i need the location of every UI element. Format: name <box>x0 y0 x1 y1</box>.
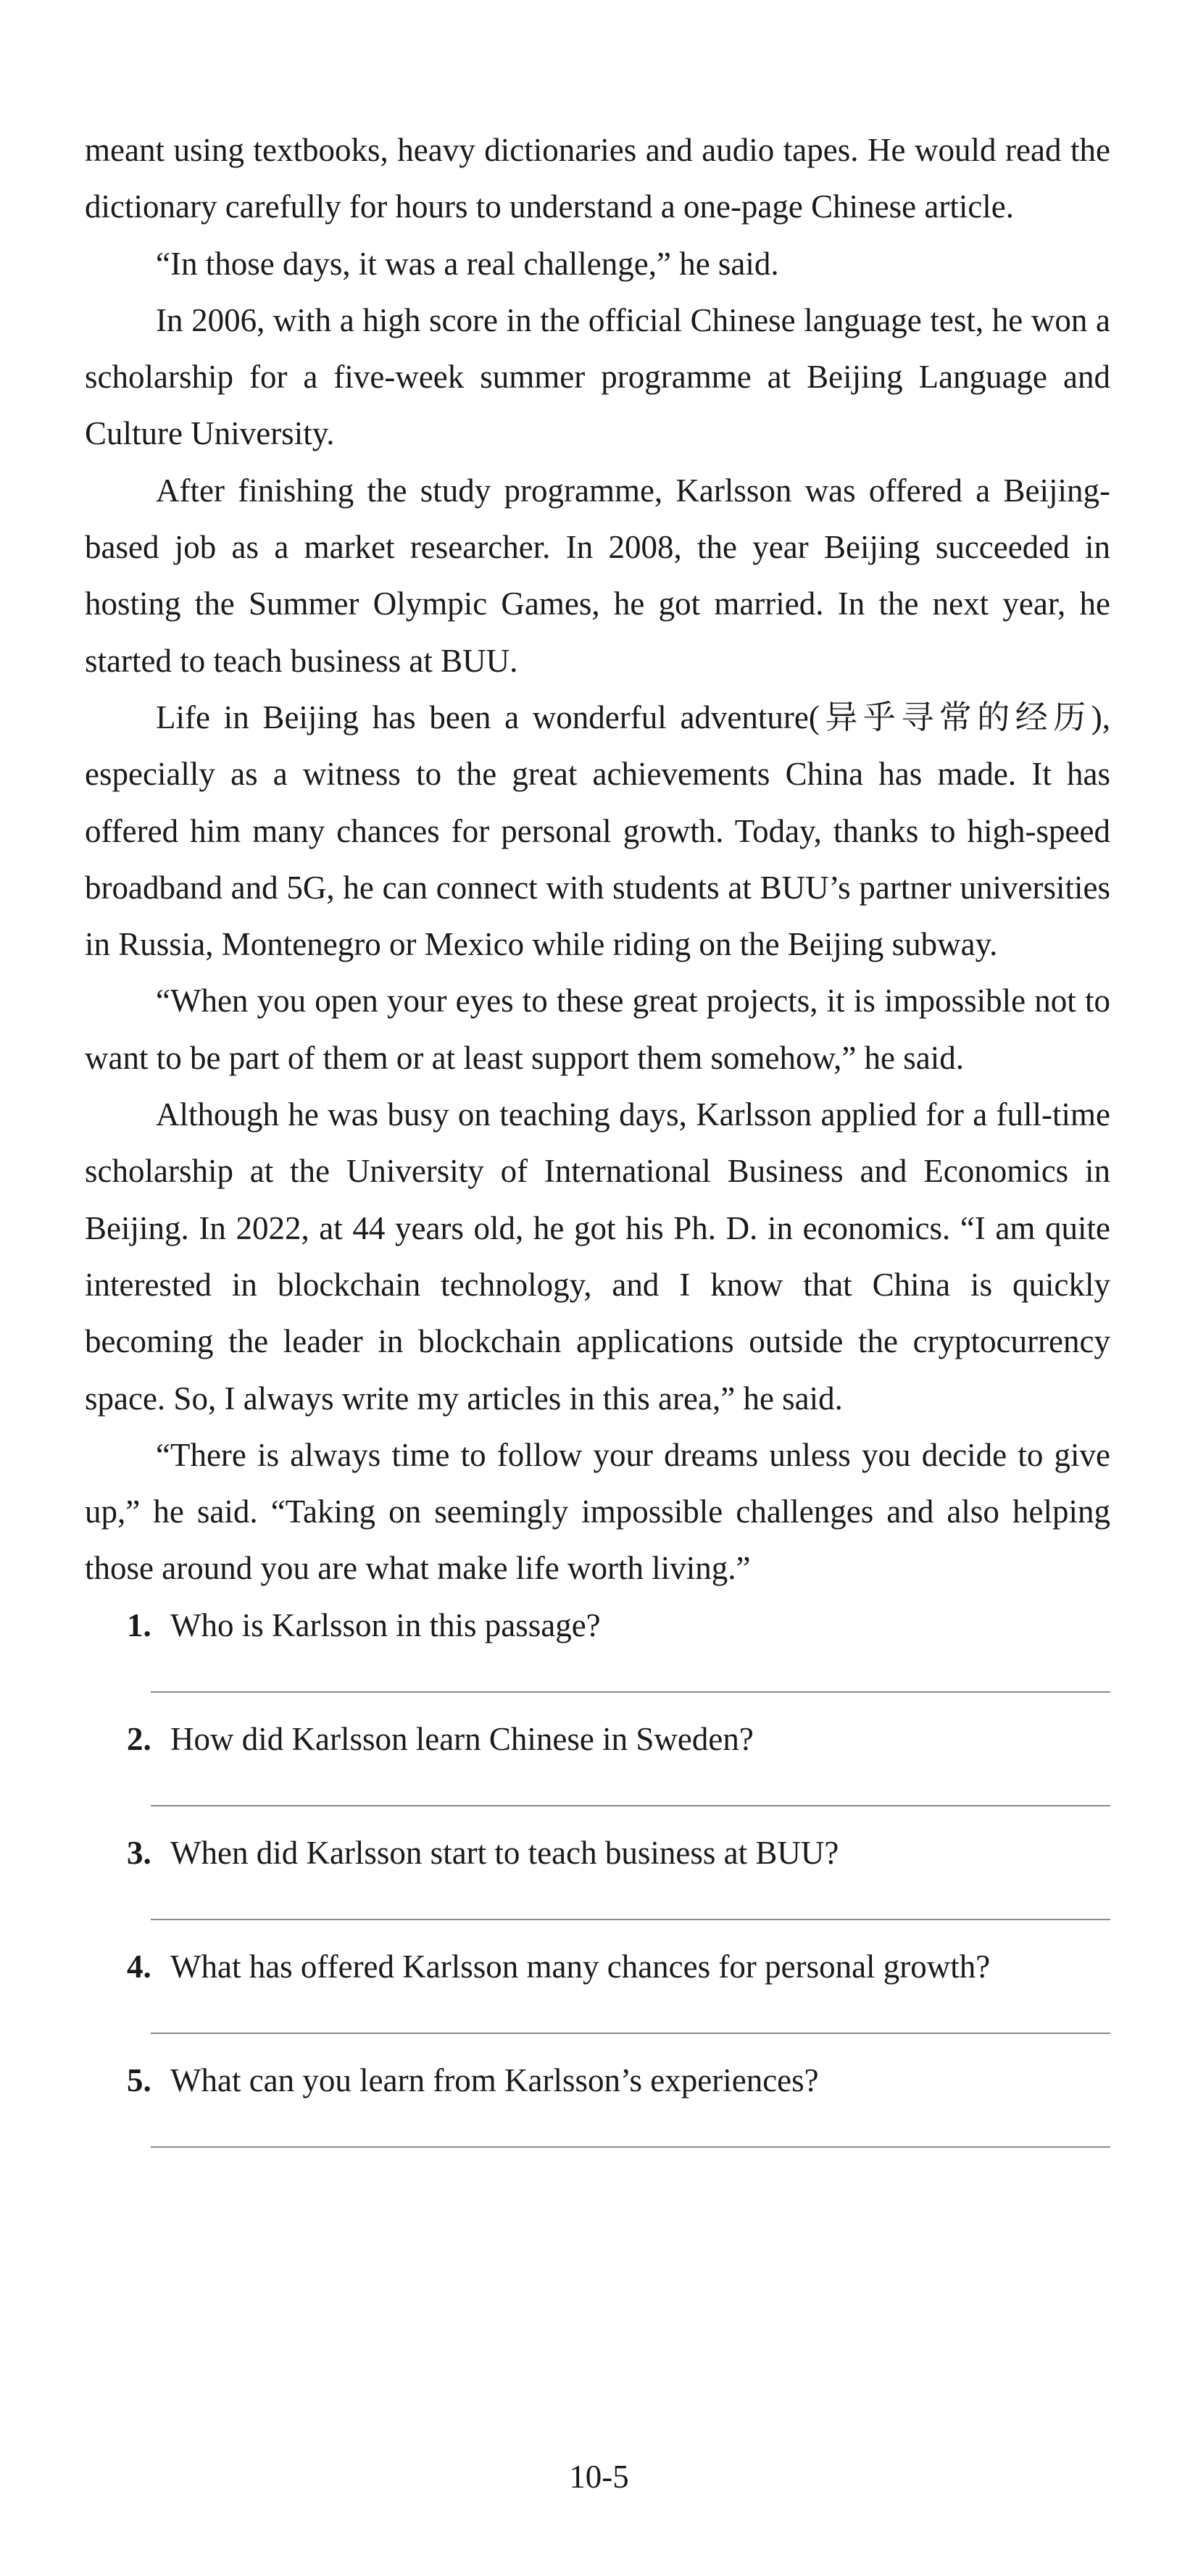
question-item-5 <box>85 2052 1110 2166</box>
passage-paragraph-2: “In those days, it was a real challenge,” he said. <box>156 245 779 282</box>
question-list <box>85 1597 1110 2166</box>
question-text: Who is Karlsson in this passage? <box>170 1606 601 1643</box>
answer-line-3[interactable] <box>151 1919 1110 1920</box>
reading-passage <box>85 122 1110 1597</box>
answer-line-2[interactable] <box>151 1805 1110 1806</box>
question-number: 3. <box>127 1834 151 1871</box>
question-text: What can you learn from Karlsson’s experiences? <box>170 2062 819 2098</box>
passage-paragraph-4: After finishing the study programme, Karlsson was offered a Beijing-based job as a market researcher. In 2008, the year Beijing succeeded in hosting the Summer Olympic Games, he got married. In the next year, he started to teach business at BUU. <box>85 472 1110 679</box>
question-number: 5. <box>127 2062 151 2098</box>
passage-paragraph-5: Life in Beijing has been a wonderful adventure(异乎寻常的经历), especially as a witness to the great achievements China has made. It has offered him many chances for personal growth. Today, thanks to high-speed broadband and 5G, he can connect with students at BUU’s partner universities in Russia, Montenegro or Mexico while riding on the Beijing subway. <box>85 699 1110 963</box>
document-page <box>85 122 1110 2166</box>
question-text: When did Karlsson start to teach business at BUU? <box>170 1834 839 1871</box>
question-item-3 <box>85 1825 1110 1938</box>
question-number: 1. <box>127 1606 151 1643</box>
question-number: 4. <box>127 1948 151 1985</box>
passage-paragraph-1: meant using textbooks, heavy dictionaries and audio tapes. He would read the dictionary carefully for hours to understand a one-page Chinese article. <box>85 132 1110 225</box>
answer-line-1[interactable] <box>151 1691 1110 1693</box>
passage-paragraph-6: “When you open your eyes to these great projects, it is impossible not to want to be part of them or at least support them somehow,” he said. <box>85 983 1110 1076</box>
passage-paragraph-8: “There is always time to follow your dreams unless you decide to give up,” he said. “Taking on seemingly impossible challenges and also helping those around you are what make life worth living.” <box>85 1436 1110 1587</box>
answer-line-5[interactable] <box>151 2146 1110 2148</box>
page-number: 10-5 <box>569 2459 629 2495</box>
answer-line-4[interactable] <box>151 2033 1110 2034</box>
question-number: 2. <box>127 1720 151 1757</box>
question-item-4 <box>85 1938 1110 2052</box>
passage-paragraph-7: Although he was busy on teaching days, Karlsson applied for a full-time scholarship at the University of International Business and Economics in Beijing. In 2022, at 44 years old, he got his Ph. D. in economics. “I am quite interested in blockchain technology, and I know that China is quickly becoming the leader in blockchain applications outside the cryptocurrency space. So, I always write my articles in this area,” he said. <box>85 1096 1110 1417</box>
question-item-2 <box>85 1711 1110 1825</box>
question-item-1 <box>85 1597 1110 1711</box>
question-text: What has offered Karlsson many chances for personal growth? <box>170 1948 991 1985</box>
question-text: How did Karlsson learn Chinese in Sweden? <box>170 1720 754 1757</box>
passage-paragraph-3: In 2006, with a high score in the official Chinese language test, he won a scholarship for a five-week summer programme at Beijing Language and Culture University. <box>85 301 1110 452</box>
